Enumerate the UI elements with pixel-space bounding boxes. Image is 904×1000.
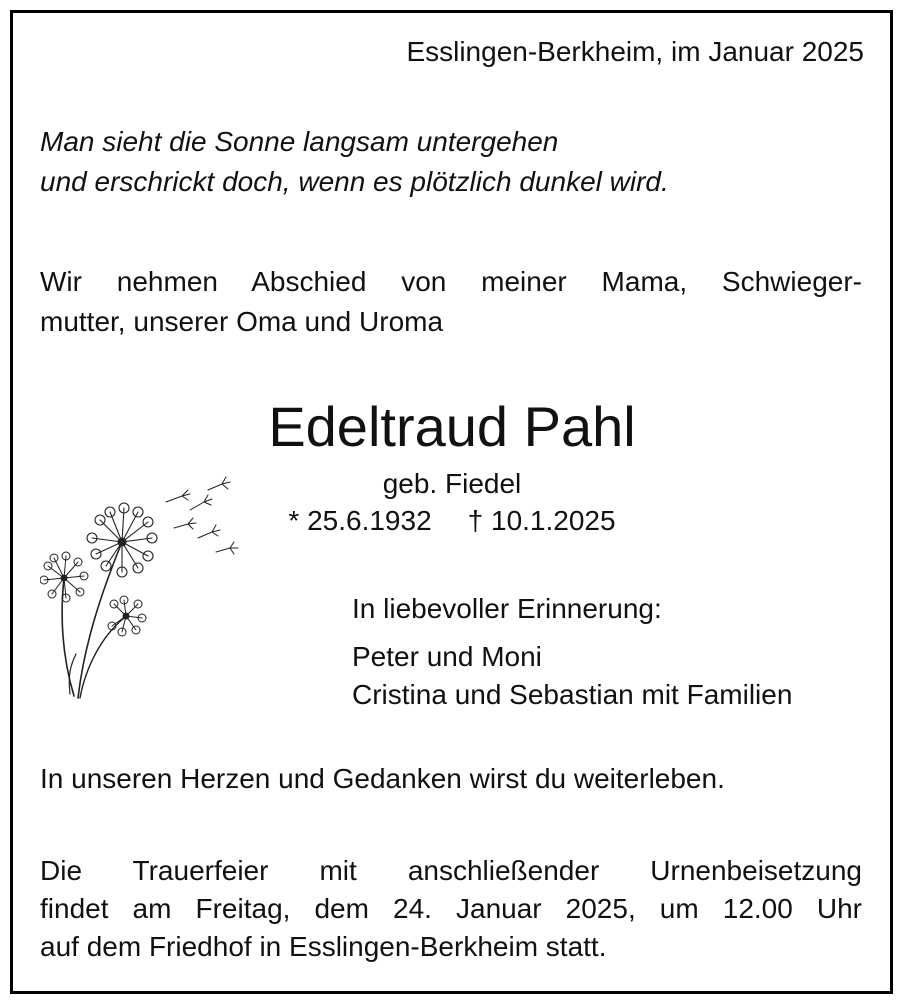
memory-label: In liebevoller Erinnerung: xyxy=(352,593,662,624)
farewell-text xyxy=(40,262,862,342)
death-date: † 10.1.2025 xyxy=(467,505,616,536)
closing-line: In unseren Herzen und Gedanken wirst du weiterleben. xyxy=(40,763,725,794)
deceased-name: Edeltraud Pahl xyxy=(268,395,636,458)
mourner-entry: Peter und Moni xyxy=(352,641,542,672)
funeral-line: findet am Freitag, dem 24. Januar 2025, um 12.00 Uhr xyxy=(40,893,862,924)
birth-date: * 25.6.1932 xyxy=(288,505,432,536)
funeral-line: Die Trauerfeier mit anschließender Urnenbeisetzung xyxy=(40,855,862,886)
farewell-line: Wir nehmen Abschied von meiner Mama, Schwieger- xyxy=(40,266,862,297)
mourners-list xyxy=(352,638,792,714)
motto-line: und erschrickt doch, wenn es plötzlich dunkel wird. xyxy=(40,166,669,197)
place-date: Esslingen-Berkheim, im Januar 2025 xyxy=(406,36,864,67)
farewell-line: mutter, unserer Oma und Uroma xyxy=(40,306,444,337)
funeral-line: auf dem Friedhof in Esslingen-Berkheim statt. xyxy=(40,931,607,962)
funeral-info xyxy=(40,852,862,966)
motto-quote xyxy=(40,122,669,202)
mourner-entry: Cristina und Sebastian mit Familien xyxy=(352,679,793,710)
birth-name: geb. Fiedel xyxy=(382,468,522,499)
dandelion-icon xyxy=(40,476,240,708)
motto-line: Man sieht die Sonne langsam untergehen xyxy=(40,126,559,157)
